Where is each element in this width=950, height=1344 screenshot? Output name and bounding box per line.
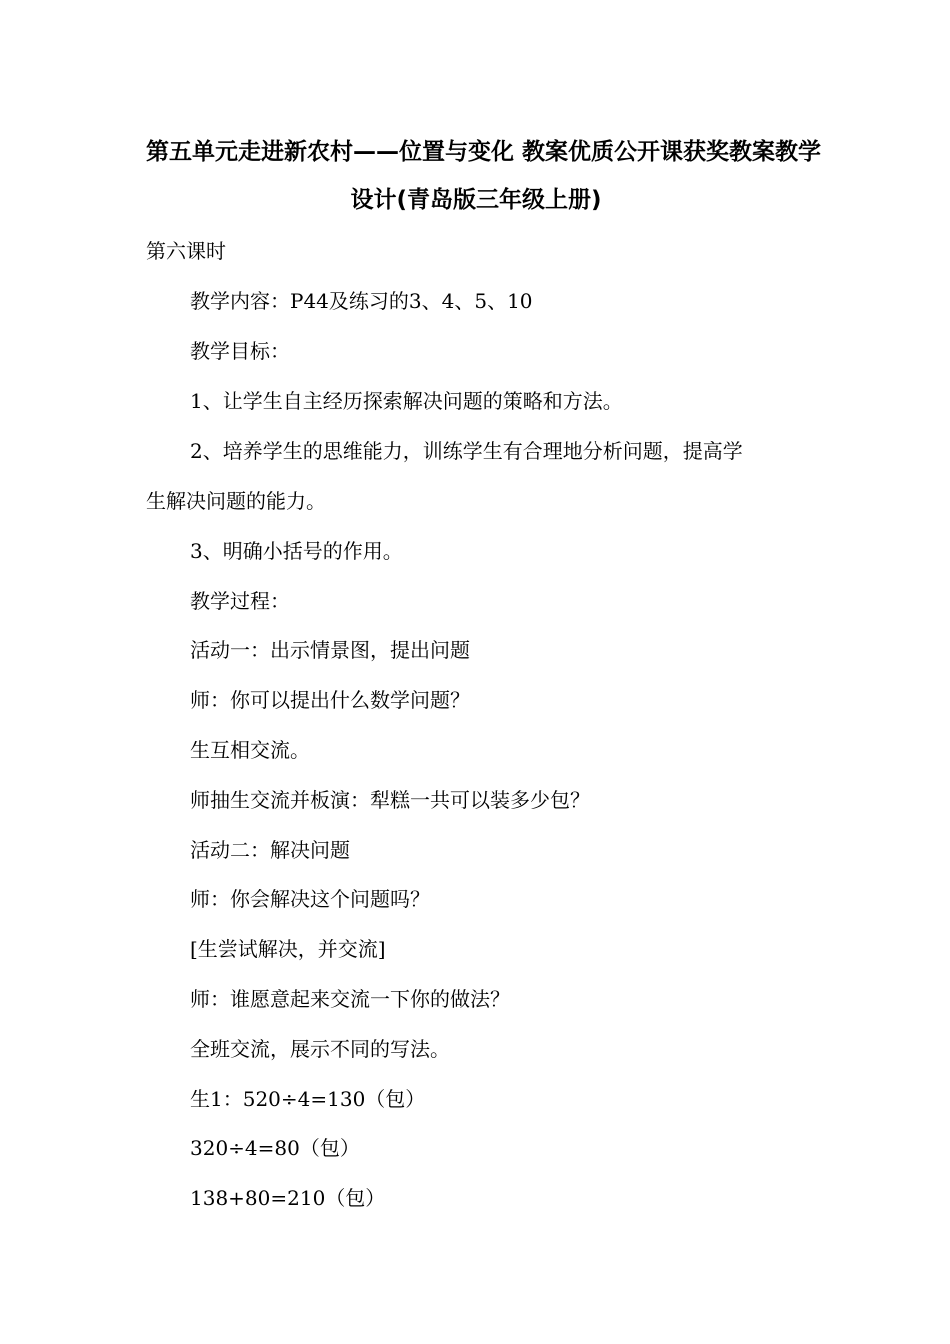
paragraph: 教学目标： [190,339,290,363]
paragraph: 全班交流，展示不同的写法。 [190,1037,450,1061]
document-title-line-2: 设计(青岛版三年级上册) [350,187,602,213]
paragraph: 师：你会解决这个问题吗？ [190,887,430,911]
paragraph-continuation: 生解决问题的能力。 [146,489,326,513]
paragraph: 生互相交流。 [190,738,310,762]
paragraph: 师抽生交流并板演：犁糕一共可以装多少包？ [190,788,590,812]
paragraph: 1、让学生自主经历探索解决问题的策略和方法。 [190,389,623,413]
paragraph: 320÷4=80（包） [190,1136,360,1160]
lesson-label: 第六课时 [146,239,226,263]
paragraph: 活动一：出示情景图，提出问题 [190,638,470,662]
paragraph: 138+80=210（包） [190,1186,386,1210]
paragraph: 师：你可以提出什么数学问题？ [190,688,470,712]
paragraph: 3、明确小括号的作用。 [190,539,403,563]
paragraph: 教学内容：P44及练习的3、4、5、10 [190,289,533,313]
paragraph: 2、培养学生的思维能力，训练学生有合理地分析问题，提高学 [190,439,743,463]
paragraph: [生尝试解决，并交流] [190,937,386,961]
document-title-line-1: 第五单元走进新农村——位置与变化 教案优质公开课获奖教案教学 [146,139,822,165]
paragraph: 生1：520÷4=130（包） [190,1087,426,1111]
paragraph: 教学过程： [190,589,290,613]
paragraph: 活动二：解决问题 [190,838,350,862]
paragraph: 师：谁愿意起来交流一下你的做法？ [190,987,510,1011]
